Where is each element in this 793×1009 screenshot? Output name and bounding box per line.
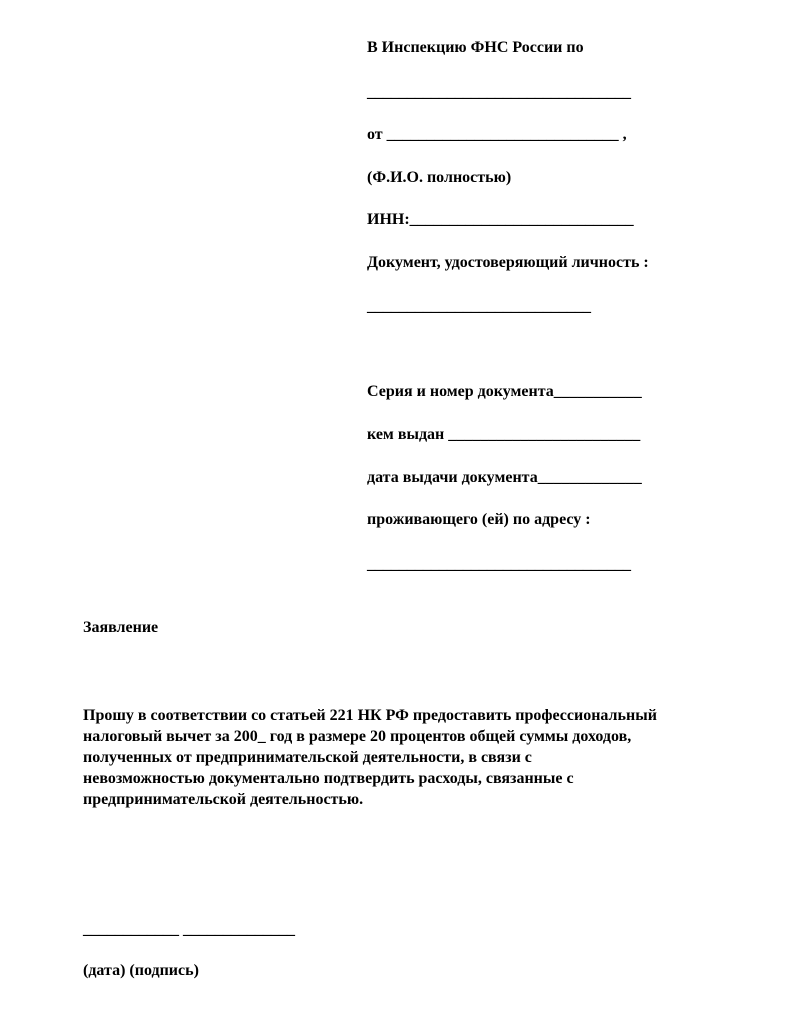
body-line: предпринимательской деятельностью. [83, 791, 364, 808]
issued-by-field[interactable]: кем выдан ________________________ [367, 426, 641, 443]
fio-note: (Ф.И.О. полностью) [367, 169, 512, 186]
series-number-field[interactable]: Серия и номер документа___________ [367, 383, 642, 400]
address-field[interactable]: _________________________________ [367, 556, 631, 573]
body-line: налоговый вычет за 200_ год в размере 20 процентов общей суммы доходов, [83, 728, 632, 745]
body-line: невозможностью документально подтвердить расходы, связанные с [83, 770, 574, 787]
inn-field[interactable]: ИНН:____________________________ [367, 211, 634, 228]
inspection-name-field[interactable]: _________________________________ [367, 84, 631, 101]
signature-fields[interactable]: ____________ ______________ [83, 921, 295, 938]
body-line: Прошу в соответствии со статьей 221 НК РФ предоставить профессиональный [83, 707, 657, 724]
to-inspection-line: В Инспекцию ФНС России по [367, 39, 584, 56]
id-document-field[interactable]: ____________________________ [367, 298, 591, 315]
document-title: Заявление [83, 619, 159, 636]
issue-date-field[interactable]: дата выдачи документа_____________ [367, 469, 642, 486]
address-label: проживающего (ей) по адресу : [367, 511, 591, 528]
from-name-field[interactable]: от _____________________________ , [367, 126, 627, 143]
id-document-label: Документ, удостоверяющий личность : [367, 254, 649, 271]
body-line: полученных от предпринимательской деятельности, в связи с [83, 749, 532, 766]
application-body [83, 705, 773, 810]
signature-caption: (дата) (подпись) [83, 962, 199, 979]
